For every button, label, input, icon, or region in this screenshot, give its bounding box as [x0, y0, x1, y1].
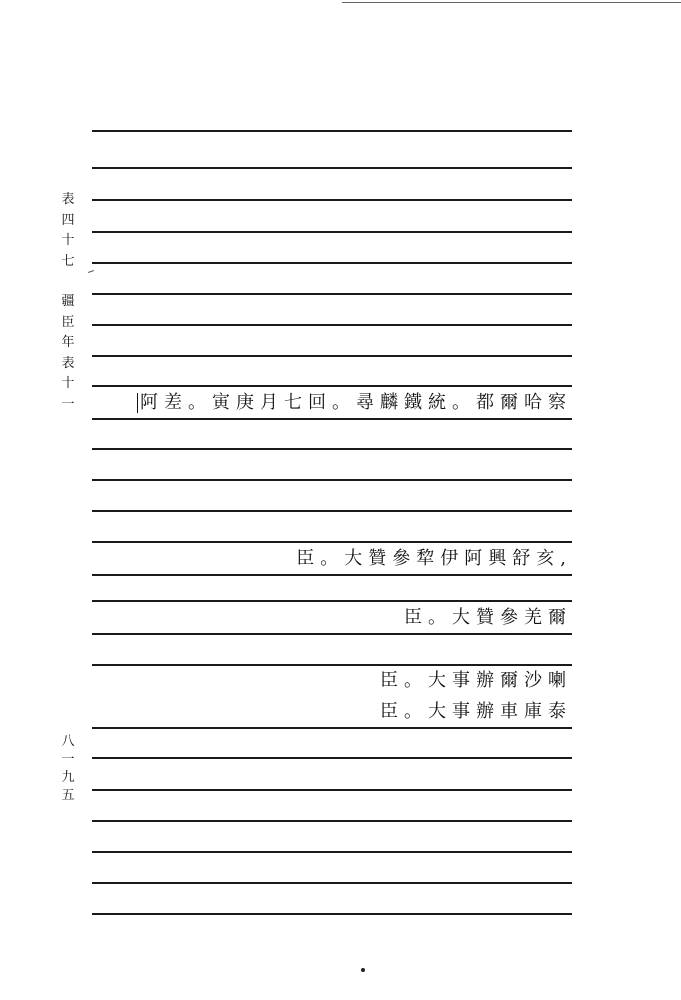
table-row — [380, 667, 572, 695]
top-edge-rule — [342, 2, 681, 3]
margin-tick — [88, 270, 94, 273]
table-rule — [92, 199, 572, 201]
margin-char: 表 — [61, 192, 75, 207]
page-number-char: 九 — [61, 770, 75, 785]
table-rule — [92, 727, 572, 729]
row-text: 臣。大贊參羌爾 — [404, 607, 572, 628]
margin-char: 七 — [61, 253, 75, 269]
margin-char: 年 — [61, 335, 75, 350]
table-rule — [92, 479, 572, 481]
margin-char: 疆 — [61, 294, 75, 309]
table-rule — [92, 789, 572, 791]
table-rule — [92, 262, 572, 264]
table-rule — [92, 448, 572, 450]
table-rule — [92, 851, 572, 853]
table-rule — [92, 130, 572, 132]
table-rule — [92, 167, 572, 169]
table-rule — [92, 418, 572, 420]
page-number-char: 八 — [61, 734, 75, 749]
page-number-char: 五 — [61, 788, 75, 803]
table-row — [296, 545, 572, 573]
row-text: 阿差。寅庚月七回。尋麟鐵統。都爾哈察 — [140, 392, 572, 413]
page-number-char: 一 — [61, 752, 75, 767]
table-rule — [92, 882, 572, 884]
margin-char: 十 — [61, 376, 75, 391]
table-rule — [92, 324, 572, 326]
row-text: 臣。大贊參犂伊阿興舒亥, — [296, 548, 572, 569]
margin-char: 一 — [61, 396, 75, 412]
margin-title — [60, 190, 76, 415]
table-row — [137, 389, 572, 417]
table-rule — [92, 633, 572, 635]
table-rule — [92, 541, 572, 543]
ink-dot — [361, 968, 365, 972]
row-text: 臣。大事辦車庫泰 — [380, 701, 572, 722]
table-rule — [92, 600, 572, 602]
table-rule — [92, 820, 572, 822]
table-rule — [92, 574, 572, 576]
margin-char: 十 — [61, 233, 75, 248]
page-number — [60, 733, 76, 805]
table-rule — [92, 293, 572, 295]
row-text: 臣。大事辦爾沙喇 — [380, 670, 572, 691]
table-rule — [92, 913, 572, 915]
table-rule — [92, 757, 572, 759]
table-row — [404, 604, 572, 632]
margin-char — [60, 272, 76, 292]
table-row — [380, 698, 572, 726]
margin-char: 四 — [61, 212, 75, 228]
table-rule — [92, 355, 572, 357]
name-mark — [137, 393, 138, 413]
table-rule — [92, 510, 572, 512]
margin-char: 臣 — [61, 314, 75, 330]
table-rule — [92, 664, 572, 666]
table-rule — [92, 385, 572, 387]
table-rule — [92, 231, 572, 233]
margin-char: 表 — [61, 355, 75, 371]
